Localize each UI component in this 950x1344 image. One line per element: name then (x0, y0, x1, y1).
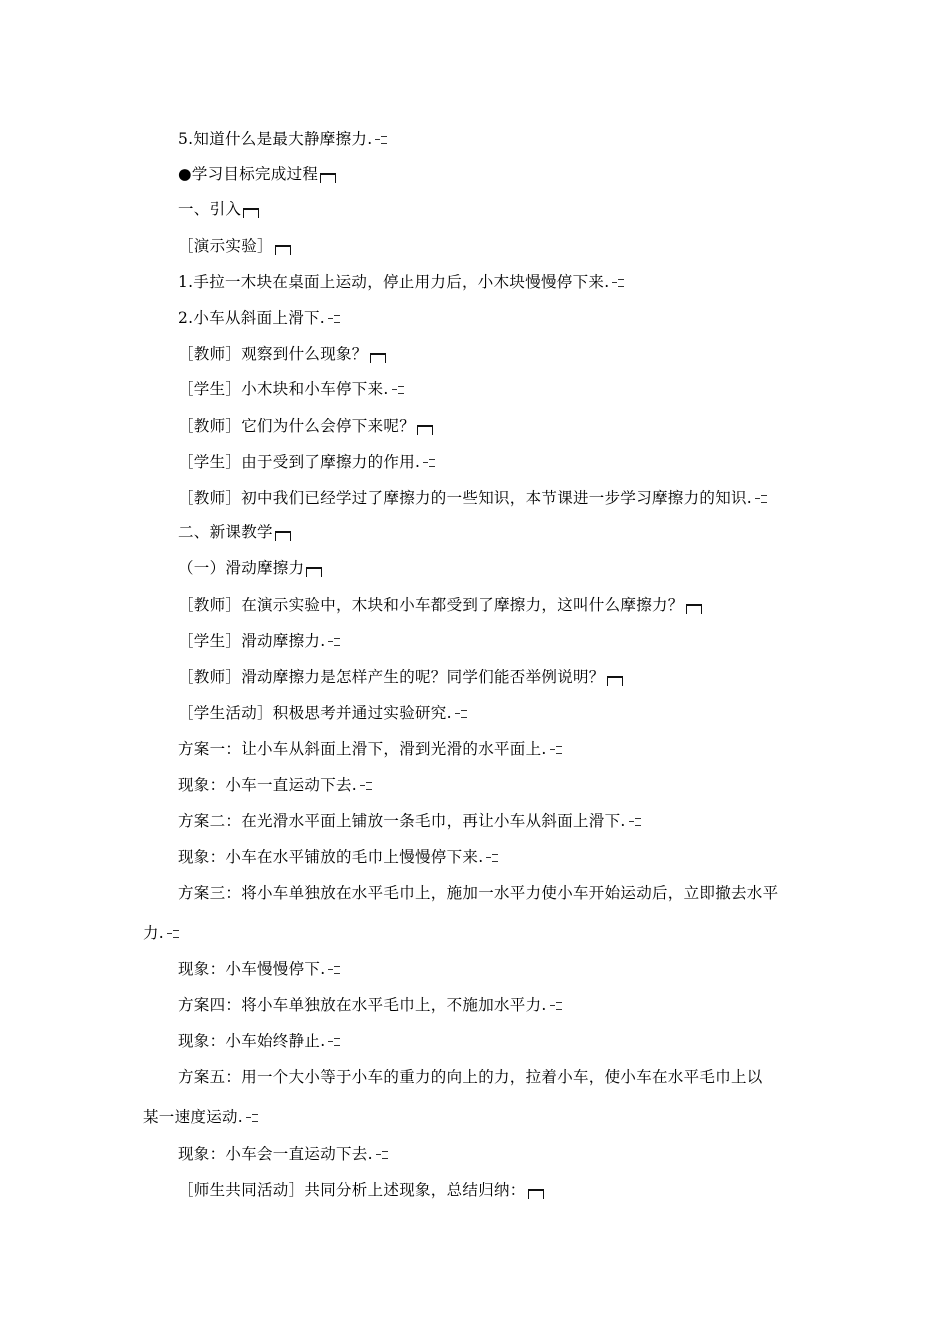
line-break-icon (528, 1189, 544, 1199)
text-line: ［学生］滑动摩擦力. (178, 631, 340, 651)
section-heading: （一）滑动摩擦力 (178, 558, 322, 578)
text-line: 5.知道什么是最大静摩擦力. (178, 129, 387, 149)
text-line: ［教师］观察到什么现象？ (178, 344, 386, 364)
paragraph-mark-icon (550, 1001, 562, 1011)
paragraph-mark-icon (328, 965, 340, 975)
paragraph-mark-icon (550, 745, 562, 755)
line-break-icon (370, 353, 386, 363)
paragraph-mark-icon (376, 1150, 388, 1160)
text-line: 力. (143, 923, 179, 943)
paragraph-mark-icon (486, 853, 498, 863)
paragraph-mark-icon (167, 929, 179, 939)
text-line: ［师生共同活动］共同分析上述现象，总结归纳： (178, 1180, 544, 1200)
paragraph-mark-icon (612, 278, 624, 288)
line-break-icon (686, 604, 702, 614)
line-break-icon (417, 425, 433, 435)
text-line: 方案二：在光滑水平面上铺放一条毛巾，再让小车从斜面上滑下. (178, 811, 641, 831)
line-break-icon (607, 676, 623, 686)
line-break-icon (243, 208, 259, 218)
text-line: ［学生］小木块和小车停下来. (178, 379, 404, 399)
text-line: ［演示实验］ (178, 236, 291, 256)
text-line: ［学生］由于受到了摩擦力的作用. (178, 452, 435, 472)
text-line: ［教师］它们为什么会停下来呢？ (178, 416, 433, 436)
text-line: 现象：小车在水平铺放的毛巾上慢慢停下来. (178, 847, 498, 867)
text-line: 2.小车从斜面上滑下. (178, 308, 340, 328)
text-line: 现象：小车始终静止. (178, 1031, 340, 1051)
text-line: 方案三：将小车单独放在水平毛巾上，施加一水平力使小车开始运动后，立即撤去水平 (178, 884, 779, 902)
text-line: 现象：小车慢慢停下. (178, 959, 340, 979)
paragraph-mark-icon (246, 1113, 258, 1123)
section-heading: ●学习目标完成过程 (178, 164, 336, 184)
text-line: ［教师］在演示实验中，木块和小车都受到了摩擦力，这叫什么摩擦力？ (178, 595, 702, 615)
paragraph-mark-icon (629, 817, 641, 827)
line-break-icon (306, 567, 322, 577)
line-break-icon (320, 173, 336, 183)
paragraph-mark-icon (755, 494, 767, 504)
text-line: ［教师］初中我们已经学过了摩擦力的一些知识，本节课进一步学习摩擦力的知识. (178, 488, 767, 508)
text-line: 方案四：将小车单独放在水平毛巾上，不施加水平力. (178, 995, 562, 1015)
text-line: 现象：小车会一直运动下去. (178, 1144, 388, 1164)
text-line: 1.手拉一木块在桌面上运动，停止用力后，小木块慢慢停下来. (178, 272, 624, 292)
text-line: 方案五：用一个大小等于小车的重力的向上的力，拉着小车，使小车在水平毛巾上以 (178, 1068, 763, 1086)
section-heading: 一、引入 (178, 199, 259, 219)
text-line: ［教师］滑动摩擦力是怎样产生的呢？同学们能否举例说明？ (178, 667, 623, 687)
paragraph-mark-icon (392, 385, 404, 395)
section-heading: 二、新课教学 (178, 522, 291, 542)
line-break-icon (275, 531, 291, 541)
text-line: 现象：小车一直运动下去. (178, 775, 372, 795)
text-line: 某一速度运动. (143, 1107, 258, 1127)
paragraph-mark-icon (360, 781, 372, 791)
text-line: ［学生活动］积极思考并通过实验研究. (178, 703, 467, 723)
line-break-icon (275, 245, 291, 255)
paragraph-mark-icon (455, 709, 467, 719)
paragraph-mark-icon (328, 637, 340, 647)
paragraph-mark-icon (375, 135, 387, 145)
paragraph-mark-icon (423, 458, 435, 468)
paragraph-mark-icon (328, 314, 340, 324)
paragraph-mark-icon (328, 1037, 340, 1047)
text-line: 方案一：让小车从斜面上滑下，滑到光滑的水平面上. (178, 739, 562, 759)
